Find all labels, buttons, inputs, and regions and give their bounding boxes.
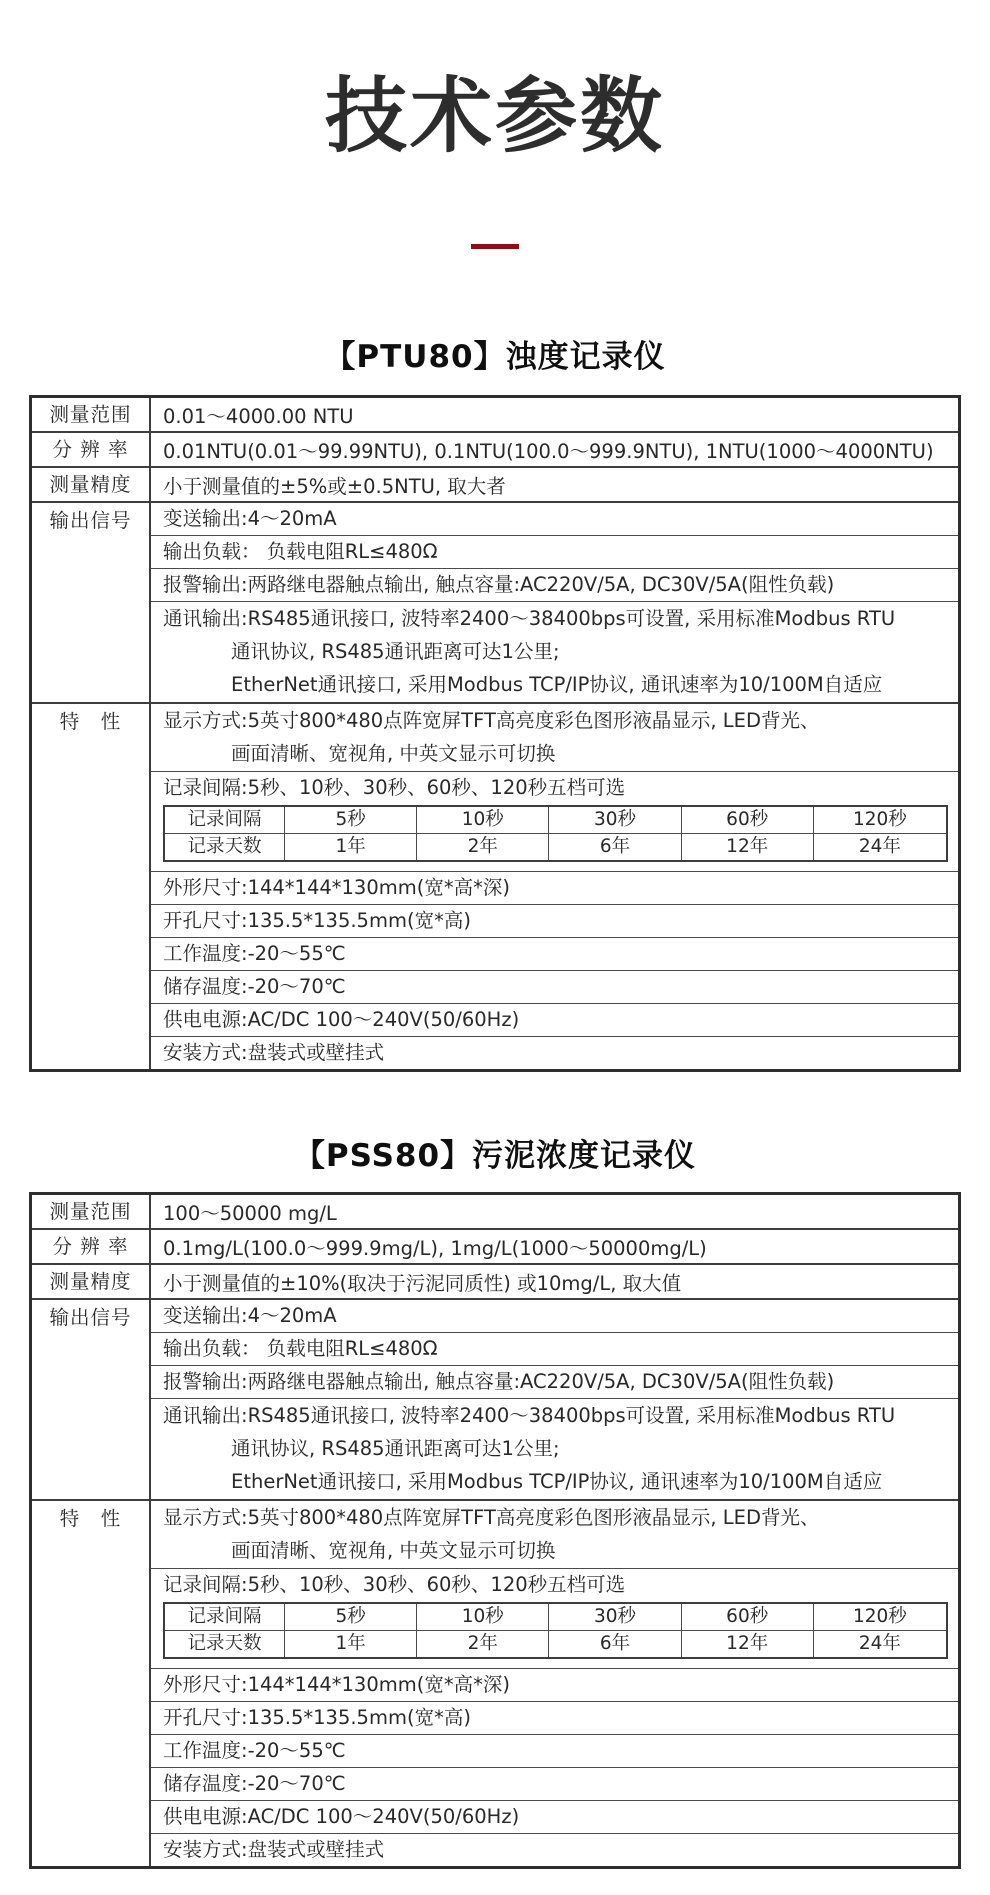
bottom-spacer: [0, 1869, 990, 1895]
record-table-cell: 12年: [682, 1631, 814, 1657]
record-interval-block: [151, 771, 958, 871]
spec-row-features: [32, 1499, 958, 1866]
output-signal-content: [151, 1300, 958, 1499]
spec-row-features: [32, 702, 958, 1069]
features-label: 特 性: [32, 704, 151, 1069]
spec-row-label: 测量范围: [32, 398, 151, 431]
mounting-line: 安装方式:盘装式或壁挂式: [151, 1036, 958, 1069]
spec-row-accuracy: [32, 1263, 958, 1298]
dimension-line: 外形尺寸:144*144*130mm(宽*高*深): [151, 871, 958, 904]
comm-line: 通讯输出:RS485通讯接口, 波特率2400～38400bps可设置, 采用标准Modbus RTU: [163, 1404, 896, 1428]
output-signal-label: 输出信号: [32, 503, 151, 702]
spec-table-pss80: [29, 1192, 961, 1869]
spec-row-range: [32, 1195, 958, 1228]
output-signal-label: 输出信号: [32, 1300, 151, 1499]
record-table-cell: 5秒: [285, 1604, 417, 1631]
spec-row-label: 分 辨 率: [32, 1230, 151, 1263]
output-load-line: 输出负载： 负载电阻RL≤480Ω: [151, 535, 958, 568]
record-table-cell: 5秒: [285, 807, 417, 834]
features-content: [151, 704, 958, 1069]
record-table-cell: 60秒: [682, 1604, 814, 1631]
cutout-line: 开孔尺寸:135.5*135.5mm(宽*高): [151, 1701, 958, 1734]
spec-row-accuracy: [32, 466, 958, 501]
spec-row-resolution: [32, 431, 958, 466]
output-signal-content: [151, 503, 958, 702]
transmit-output-line: 变送输出:4～20mA: [163, 1304, 337, 1328]
spec-table-ptu80: [29, 395, 961, 1072]
comm-line: 通讯协议, RS485通讯距离可达1公里;: [231, 1437, 560, 1461]
features-content: [151, 1501, 958, 1866]
transmit-output-line: 变送输出:4～20mA: [163, 507, 337, 531]
section-heading-ptu80: 【PTU80】浊度记录仪: [324, 339, 666, 376]
features-label: 特 性: [32, 1501, 151, 1866]
spec-row-resolution: [32, 1228, 958, 1263]
display-mode-lines: [151, 704, 958, 771]
record-table-cell: 记录间隔: [165, 1604, 285, 1631]
working-temp-line: 工作温度:-20～55℃: [151, 937, 958, 970]
record-table-cell: 6年: [549, 1631, 681, 1657]
comm-line: EtherNet通讯接口, 采用Modbus TCP/IP协议, 通讯速率为10/100M自适应: [231, 1470, 883, 1494]
spec-row-label: 分 辨 率: [32, 433, 151, 466]
display-line: 画面清晰、宽视角, 中英文显示可切换: [231, 742, 556, 766]
record-table-cell: 24年: [858, 836, 901, 858]
display-mode-lines: [151, 1501, 958, 1568]
record-table-cell: 12年: [682, 834, 814, 860]
display-line: 显示方式:5英寸800*480点阵宽屏TFT高亮度彩色图形液晶显示, LED背光、: [163, 709, 820, 733]
spec-row-value: 100～50000 mg/L: [163, 1201, 337, 1225]
storage-temp-line: 储存温度:-20～70℃: [151, 970, 958, 1003]
output-load-line: 输出负载： 负载电阻RL≤480Ω: [151, 1332, 958, 1365]
record-table-cell: 1年: [285, 1631, 417, 1657]
record-table-cell: 30秒: [549, 807, 681, 834]
record-table-cell: 1年: [285, 834, 417, 860]
comm-output-lines: [151, 601, 958, 702]
record-table-cell: 10秒: [417, 1604, 549, 1631]
record-table-cell: 24年: [858, 1633, 901, 1655]
record-table-cell: 30秒: [549, 1604, 681, 1631]
record-table-cell: 60秒: [682, 807, 814, 834]
spec-row-value: 小于测量值的±10%(取决于污泥同质性) 或10mg/L, 取大值: [163, 1271, 682, 1295]
spec-row-label: 测量范围: [32, 1195, 151, 1228]
record-interval-note: 记录间隔:5秒、10秒、30秒、60秒、120秒五档可选: [163, 1573, 626, 1597]
record-interval-note: 记录间隔:5秒、10秒、30秒、60秒、120秒五档可选: [163, 776, 626, 800]
spec-row-value: 0.01NTU(0.01～99.99NTU), 0.1NTU(100.0～999.9NTU), 1NTU(1000～4000NTU): [163, 439, 934, 463]
record-table-cell: 6年: [549, 834, 681, 860]
spec-row-output-signal: [32, 501, 958, 702]
power-supply-line: 供电电源:AC/DC 100～240V(50/60Hz): [151, 1003, 958, 1036]
record-interval-table: [163, 805, 948, 862]
record-table-cell: 120秒: [814, 1604, 946, 1631]
display-line: 画面清晰、宽视角, 中英文显示可切换: [231, 1539, 556, 1563]
title-divider: [471, 244, 519, 249]
mounting-line: 安装方式:盘装式或壁挂式: [151, 1833, 958, 1866]
comm-output-lines: [151, 1398, 958, 1499]
record-table-cell: 记录天数: [165, 834, 285, 860]
comm-line: 通讯协议, RS485通讯距离可达1公里;: [231, 640, 560, 664]
spec-row-range: [32, 398, 958, 431]
record-table-cell: 2年: [417, 834, 549, 860]
spec-row-label: 测量精度: [32, 1265, 151, 1298]
spec-row-value: 小于测量值的±5%或±0.5NTU, 取大者: [163, 474, 506, 498]
alarm-output-line: 报警输出:两路继电器触点输出, 触点容量:AC220V/5A, DC30V/5A(阻性负载): [151, 1365, 958, 1398]
alarm-output-line: 报警输出:两路继电器触点输出, 触点容量:AC220V/5A, DC30V/5A(阻性负载): [151, 568, 958, 601]
display-line: 显示方式:5英寸800*480点阵宽屏TFT高亮度彩色图形液晶显示, LED背光、: [163, 1506, 820, 1530]
record-table-cell: 120秒: [814, 807, 946, 834]
comm-line: EtherNet通讯接口, 采用Modbus TCP/IP协议, 通讯速率为10/100M自适应: [231, 673, 883, 697]
section-heading-pss80: 【PSS80】污泥浓度记录仪: [293, 1138, 697, 1175]
page-title: 技术参数: [324, 69, 665, 164]
record-table-cell: 10秒: [417, 807, 549, 834]
spec-row-label: 测量精度: [32, 468, 151, 501]
spec-row-value: 0.1mg/L(100.0～999.9mg/L), 1mg/L(1000～50000mg/L): [163, 1236, 707, 1260]
storage-temp-line: 储存温度:-20～70℃: [151, 1767, 958, 1800]
record-table-cell: 记录间隔: [165, 807, 285, 834]
record-interval-table: [163, 1602, 948, 1659]
working-temp-line: 工作温度:-20～55℃: [151, 1734, 958, 1767]
spec-row-value: 0.01～4000.00 NTU: [163, 404, 354, 428]
comm-line: 通讯输出:RS485通讯接口, 波特率2400～38400bps可设置, 采用标准Modbus RTU: [163, 607, 896, 631]
dimension-line: 外形尺寸:144*144*130mm(宽*高*深): [151, 1668, 958, 1701]
spec-row-output-signal: [32, 1298, 958, 1499]
cutout-line: 开孔尺寸:135.5*135.5mm(宽*高): [151, 904, 958, 937]
record-interval-block: [151, 1568, 958, 1668]
record-table-cell: 记录天数: [165, 1631, 285, 1657]
record-table-cell: 2年: [417, 1631, 549, 1657]
power-supply-line: 供电电源:AC/DC 100～240V(50/60Hz): [151, 1800, 958, 1833]
